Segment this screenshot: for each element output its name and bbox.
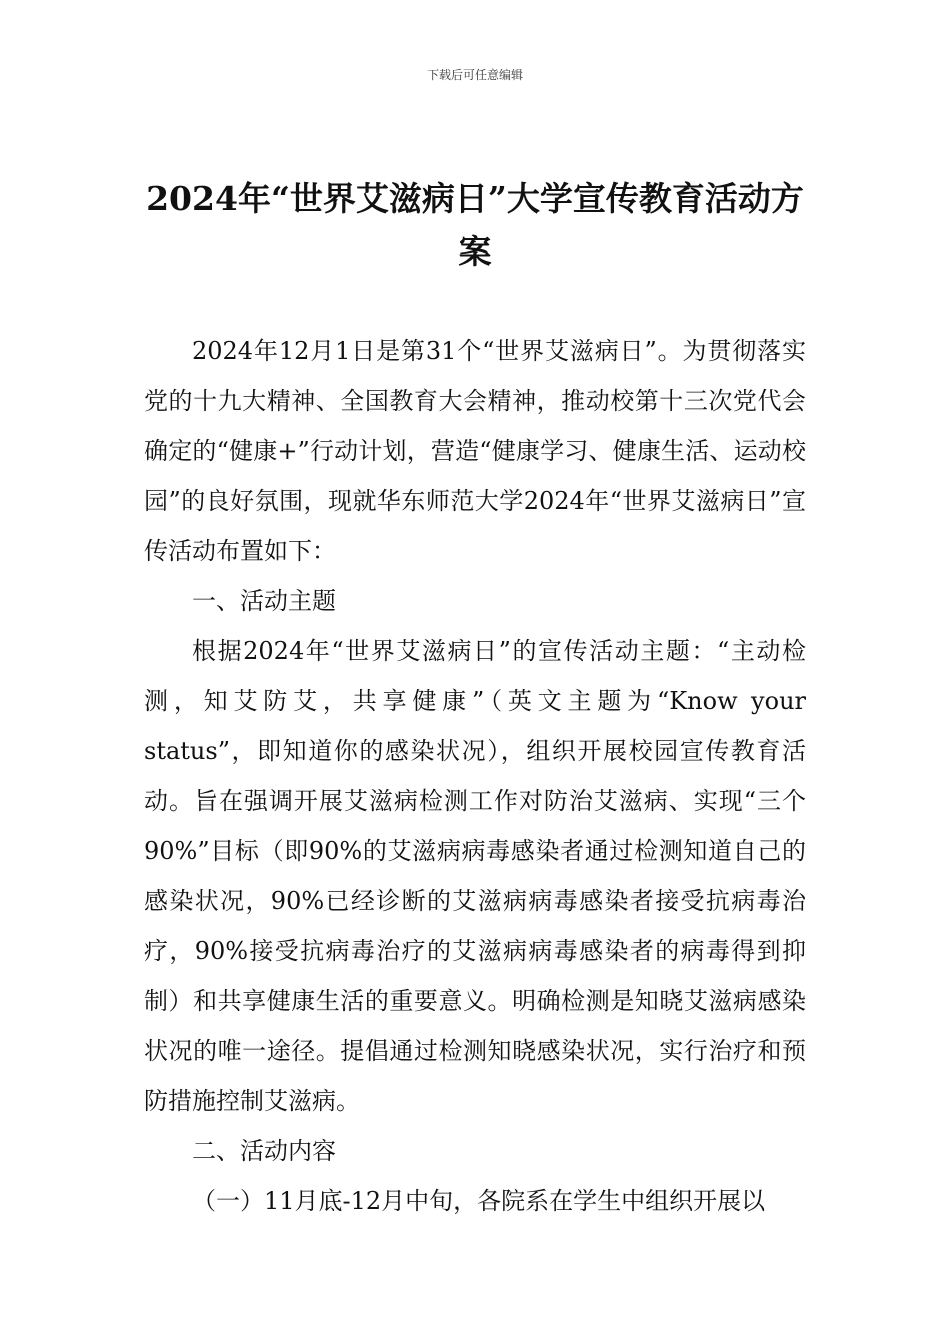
section-heading-theme: 一、活动主题 — [192, 587, 336, 615]
section-heading-content: 二、活动内容 — [192, 1137, 336, 1165]
theme-paragraph: 根据2024年“世界艾滋病日”的宣传活动主题：“主动检测，知艾防艾，共享健康”（英文主题为“Know your status”，即知道你的感染状况），组织开展校园宣传教育活动。旨在强调开展艾滋病检测工作对防治艾滋病、实现“三个90%”目标（即90%的艾滋病病毒感染者通过检测知道自己的感染状况，90%已经诊断的艾滋病病毒感染者接受抗病毒治疗，90%接受抗病毒治疗的艾滋病病毒感染者的病毒得到抑制）和共享健康生活的重要意义。明确检测是知晓艾滋病感染状况的唯一途径。提倡通过检测知晓感染状况，实行治疗和预防措施控制艾滋病。 — [144, 637, 806, 1115]
document-title: 2024年“世界艾滋病日”大学宣传教育活动方案 — [146, 179, 804, 271]
document-body — [144, 326, 806, 1226]
page-header-note: 下载后可任意编辑 — [426, 68, 523, 82]
content-item-1: （一）11月底-12月中旬，各院系在学生中组织开展以 — [192, 1187, 766, 1215]
intro-paragraph: 2024年12月1日是第31个“世界艾滋病日”。为贯彻落实党的十九大精神、全国教育大会精神，推动校第十三次党代会确定的“健康+”行动计划，营造“健康学习、健康生活、运动校园”的良好氛围，现就华东师范大学2024年“世界艾滋病日”宣传活动布置如下： — [144, 337, 806, 565]
